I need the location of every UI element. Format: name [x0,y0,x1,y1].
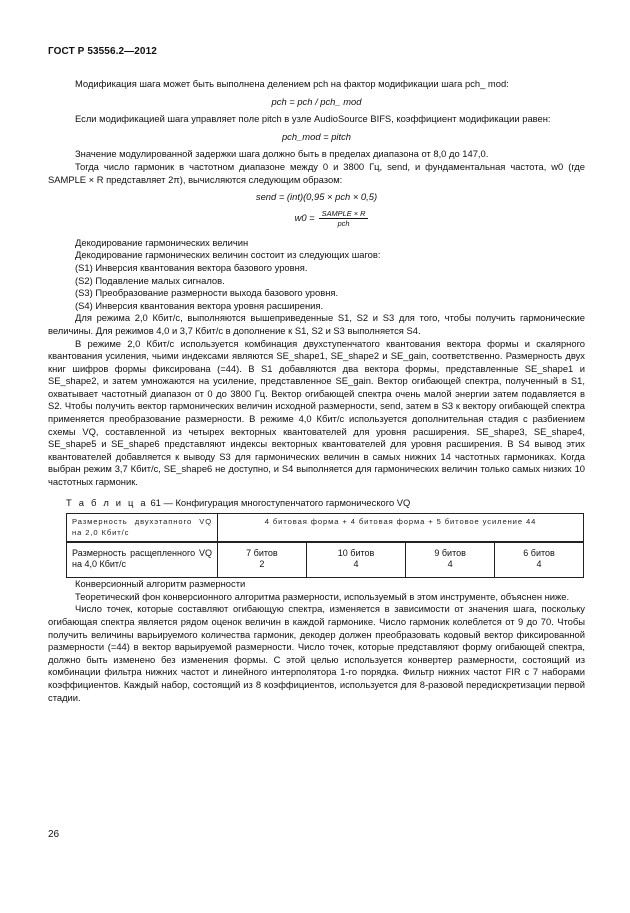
heading-dimension-conversion: Конверсионный алгоритм размерности [75,578,246,590]
paragraph-modes: Для режима 2,0 Кбит/с, выполняются вышеприведенные S1, S2 и S3 для того, чтобы получить гармонические величины. Для режимов 4,0 и 3,7 Кбит/с в дополнение к S1, S2 и S3 выполняется S4. [48,312,585,336]
table-caption-title: 61 — Конфигурация многоступенчатого гармонического VQ [150,496,411,508]
vq-config-table [66,513,584,578]
formula-w0-lhs: w0 = [294,211,315,223]
step-item: (S1) Инверсия квантования вектора базового уровня. [75,261,308,273]
formula-w0-denominator: pch [337,218,350,228]
paragraph-delay-range: Значение модулированной задержки шага должно быть в пределах диапазона от 8,0 до 147,0. [75,148,489,160]
step-item: (S4) Инверсия квантования вектора уровня расширения. [75,299,324,311]
paragraph-pitch-modification: Модификация шага может быть выполнена делением pch на фактор модификации шага pch_ mod: [75,78,509,89]
paragraph-harmonics-count: Тогда число гармоник в частотном диапазоне между 0 и 3800 Гц, send, и фундаментальная частота, w0 (где SAMPLE × R представляет 2π), вычисляются следующим образом: [48,160,585,185]
row2-label: Размерность расщепленного VQ на 4,0 Кбит/с [67,542,218,578]
paragraph-pitch-field: Если модификацией шага управляет поле pitch в узле AudioSource BIFS, коэффициент модификации равен: [75,113,551,125]
paragraph-envelope-points: Число точек, которые составляют огибающую спектра, изменяется в зависимости от значения шага, поскольку огибающая спектра является рядом оценок величин в каждой гармонике. Число гармоник колеблется от 9 до 70. Чтобы получить величины варьируемого количества гармоник, декодер должен преобразовать кодовый вектор фиксированной размерности (=44) в вектор варьируемой размерности. Число точек, которые представляют форму огибающей спектра, должно быть изменено без изменения формы. С этой целью используется конвертер размерности, состоящий из комбинации фильтра нижних частот и линейного интерполятора 1-го порядка. Фильтр нижних частот FIR с 7 наборами коэффициентов. Каждый набор, состоящий из 8 коэффициентов, используется для 8-разовой передискретизации первой стадии. [48,603,585,703]
paragraph-2kbps-quantization: В режиме 2,0 Кбит/с используется комбинация двухступенчатого квантования вектора формы и скалярного квантования усиления, чьими индексами являются SE_shape1, SE_shape2 и SE_gain, соответственно. Размерность двух книг шифров формы фиксирована (=44). В S1 добавляются два вектора формы, представленные SE_shape1 и SE_shape2, и затем умножаются на усиление, представленное SE_gain. Вектор огибающей спектра, полученный в S1, охватывает частотный диапазон от 0 до 3800 Гц. Вектор огибающей спектра очень малой энергии затем подавляется в S2. Чтобы получить вектор гармонических величин исходной размерности, send, затем в S3 к вектору огибающей спектра применяется преобразование размерности. В режиме 4,0 Кбит/с используется дополнительная стадия с разбиением схемы VQ, составленной из четырех векторных квантователей для уровня расширения. SE_shape3, SE_shape4, SE_shape5 и SE_shape6 представляют индексы векторных квантователей для уровня расширения. В S4 вывод этих квантователей добавляется к выводу S3 для гармонических величин в самых нижних 14 частотных гармониках. Когда выбран режим 3,7 Кбит/с, SE_shape6 не доступно, и S4 выполняется для гармонических величин только самых низких 10 частотных гармоник. [48,337,585,488]
page-number: 26 [48,829,60,840]
row1-value: 4 битовая форма + 4 битовая форма + 5 битовое усиление 44 [218,514,584,543]
table-row [67,542,584,578]
formula-send: send = (int)(0,95 × pch × 0,5) [255,191,378,203]
table-caption [66,497,585,510]
formula-w0 [78,209,585,228]
split-vq-cell: 9 битов 4 [406,542,495,578]
table-row [67,514,584,543]
row1-label: Размерность двухэтапного VQ на 2,0 Кбит/с [67,514,218,543]
split-vq-cell: 7 битов 2 [218,542,307,578]
step-item: (S3) Преобразование размерности выхода базового уровня. [75,287,339,299]
step-item: (S2) Подавление малых сигналов. [75,274,225,286]
formula-pch: pch = pch / pch_ mod [271,95,362,107]
document-body [48,78,585,704]
paragraph-decoding-steps: Декодирование гармонических величин состоит из следующих шагов: [75,249,381,261]
table-caption-prefix: Т а б л и ц а [66,496,148,508]
split-vq-cell: 10 битов 4 [306,542,405,578]
split-vq-cell: 6 битов 4 [495,542,584,578]
formula-w0-numerator: SAMPLE × R [319,209,369,219]
heading-harmonic-decoding: Декодирование гармонических величин [75,236,249,248]
paragraph-theory: Теоретический фон конверсионного алгоритма размерности, используемый в этом инструменте, объяснен ниже. [75,590,570,602]
standard-header: ГОСТ Р 53556.2—2012 [48,46,157,57]
formula-pch-mod: pch_mod = pitch [281,130,352,142]
